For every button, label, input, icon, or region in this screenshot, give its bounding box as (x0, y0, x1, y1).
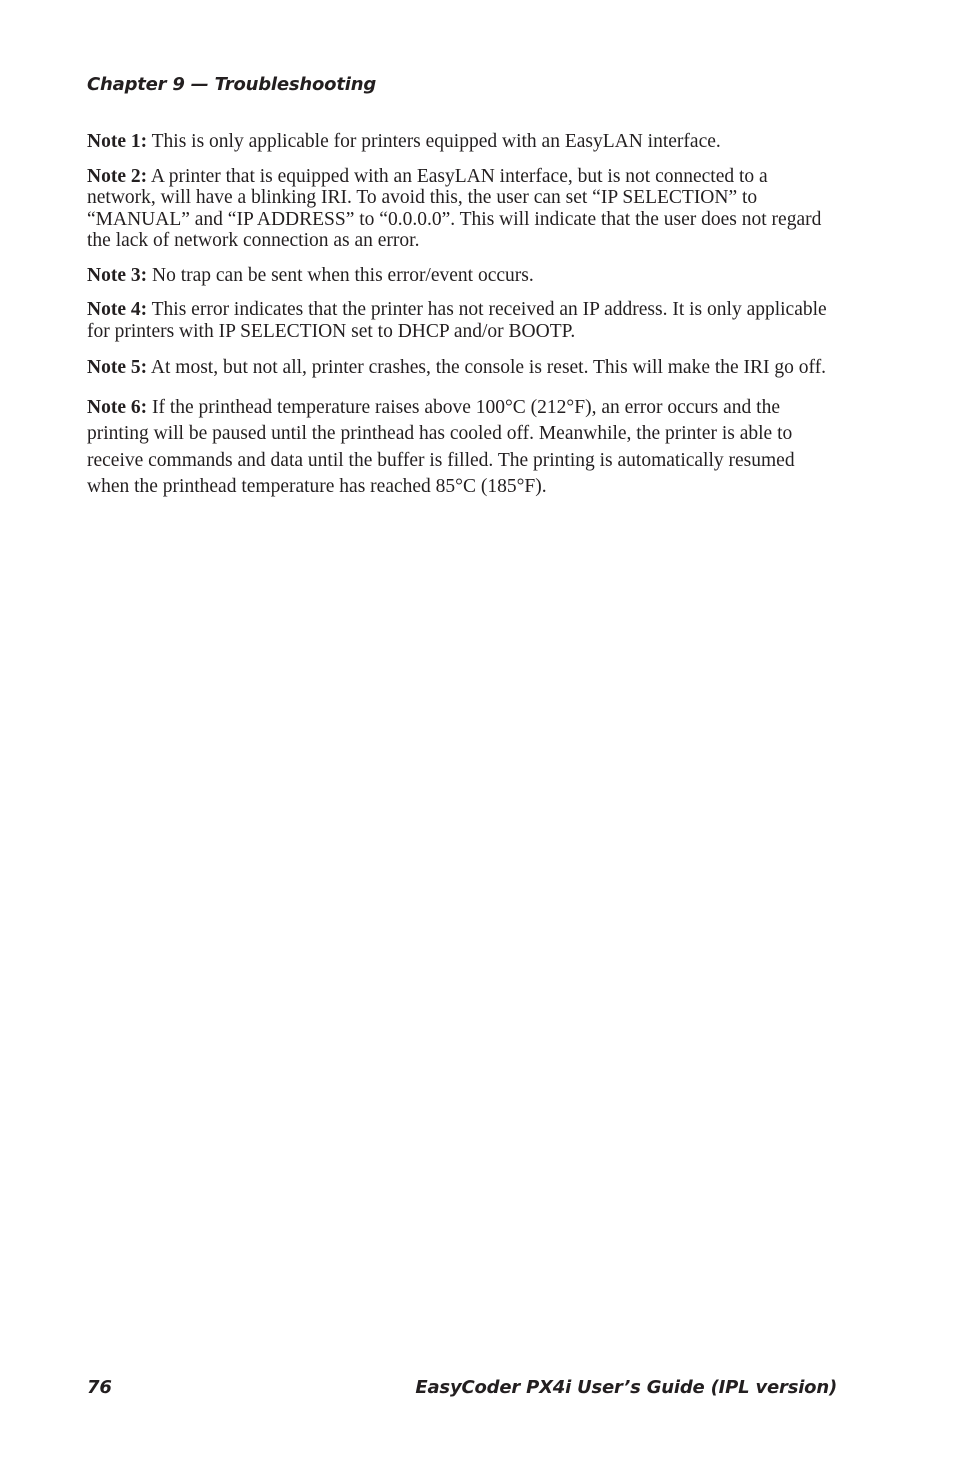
note-3-label: Note 3: (87, 264, 148, 286)
note-3-text: No trap can be sent when this error/event occurs. (147, 264, 534, 286)
note-6-label: Note 6: (87, 396, 148, 418)
note-2-label: Note 2: (87, 165, 148, 187)
note-2-text: A printer that is equipped with an EasyLAN interface, but is not connected to a network, will have a blinking IRI. To avoid this, the user can set “IP SELECTION” to “MANUAL” and “IP ADDRESS” to “0.0.0.0”. This will indicate that the user does not regard the lack of network connection as an error. (87, 165, 822, 251)
note-1-label: Note 1: (87, 131, 148, 152)
notes-section (87, 131, 837, 514)
note-5 (87, 355, 837, 382)
note-6-text: If the printhead temperature raises above 100°C (212°F), an error occurs and the printing will be paused until the printhead has cooled off. Meanwhile, the printer is able to receive commands and data until the buffer is filled. The printing is automatically resumed when the printhead temperature has reached 85°C (185°F). (87, 396, 795, 497)
chapter-header: Chapter 9 — Troubleshooting (87, 74, 377, 95)
note-4-text: This error indicates that the printer has not received an IP address. It is only applicable for printers with IP SELECTION set to DHCP and/or BOOTP. (87, 299, 827, 342)
page-number: 76 (87, 1377, 112, 1398)
note-4-label: Note 4: (87, 299, 148, 320)
note-1 (87, 131, 837, 153)
note-5-text: At most, but not all, printer crashes, the console is reset. This will make the IRI go off. (147, 357, 827, 378)
note-5-label: Note 5: (87, 357, 148, 378)
note-4 (87, 299, 837, 342)
note-1-text: This is only applicable for printers equipped with an EasyLAN interface. (147, 131, 721, 152)
note-2 (87, 166, 837, 252)
note-3 (87, 265, 837, 287)
note-6 (87, 395, 837, 501)
page-footer (87, 1377, 837, 1398)
guide-title: EasyCoder PX4i User’s Guide (IPL version) (415, 1377, 837, 1398)
